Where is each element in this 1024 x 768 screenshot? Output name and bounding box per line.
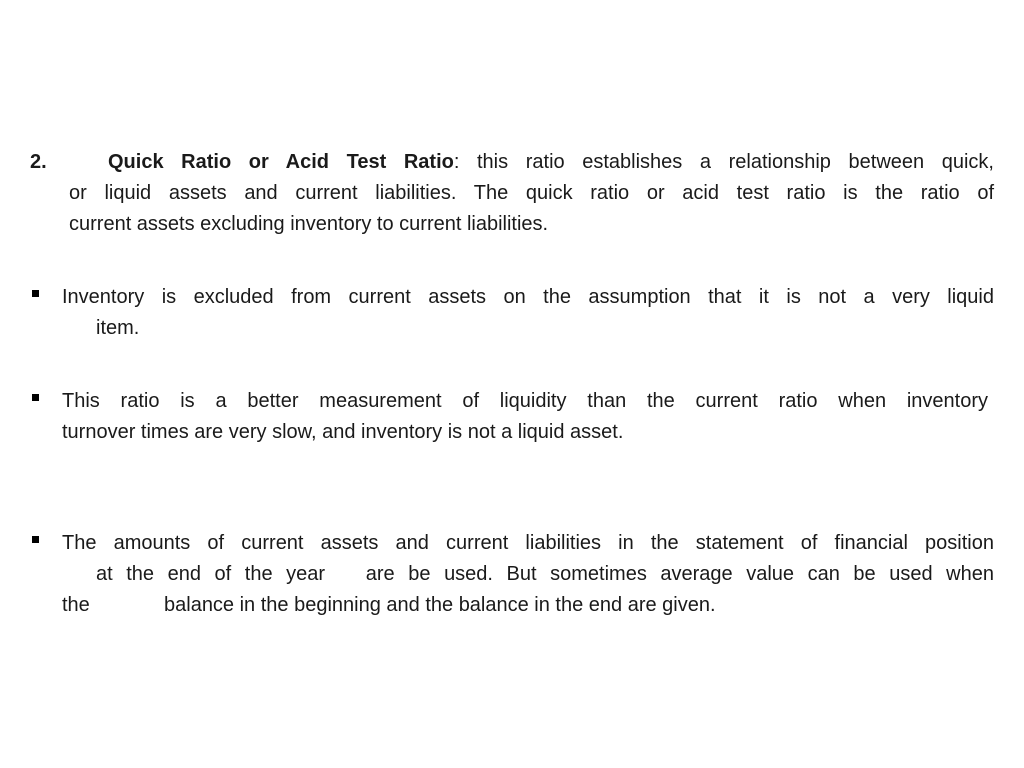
section-line-3: current assets excluding inventory to current liabilities.	[69, 213, 549, 235]
bullet-3-line-1: The amounts of current assets and current liabilities in the statement of financial position	[62, 532, 994, 554]
square-bullet-icon	[32, 394, 39, 401]
section-number: 2.	[30, 151, 47, 173]
bullet-1-line-2: item.	[96, 317, 140, 339]
bullet-2-line-2: turnover times are very slow, and inventory is not a liquid asset.	[62, 421, 624, 443]
section-line-1	[108, 147, 994, 178]
bullet-2-line-1: This ratio is a better measurement of liquidity than the current ratio when inventory	[62, 390, 988, 412]
bullet-3-line-3-rest: balance in the beginning and the balance in the end are given.	[164, 594, 716, 616]
square-bullet-icon	[32, 290, 39, 297]
section-line-1-text: : this ratio establishes a relationship between quick,	[453, 151, 994, 173]
bullet-3-line-3-start: the	[62, 594, 90, 616]
bullet-1-line-1: Inventory is excluded from current assets on the assumption that it is not a very liquid	[62, 286, 994, 308]
square-bullet-icon	[32, 536, 39, 543]
bullet-3-line-2: at the end of the year are be used. But sometimes average value can be used when	[96, 563, 994, 585]
section-line-2: or liquid assets and current liabilities. The quick ratio or acid test ratio is the ratio of	[69, 182, 994, 204]
section-term: Quick Ratio or Acid Test Ratio	[108, 151, 454, 173]
